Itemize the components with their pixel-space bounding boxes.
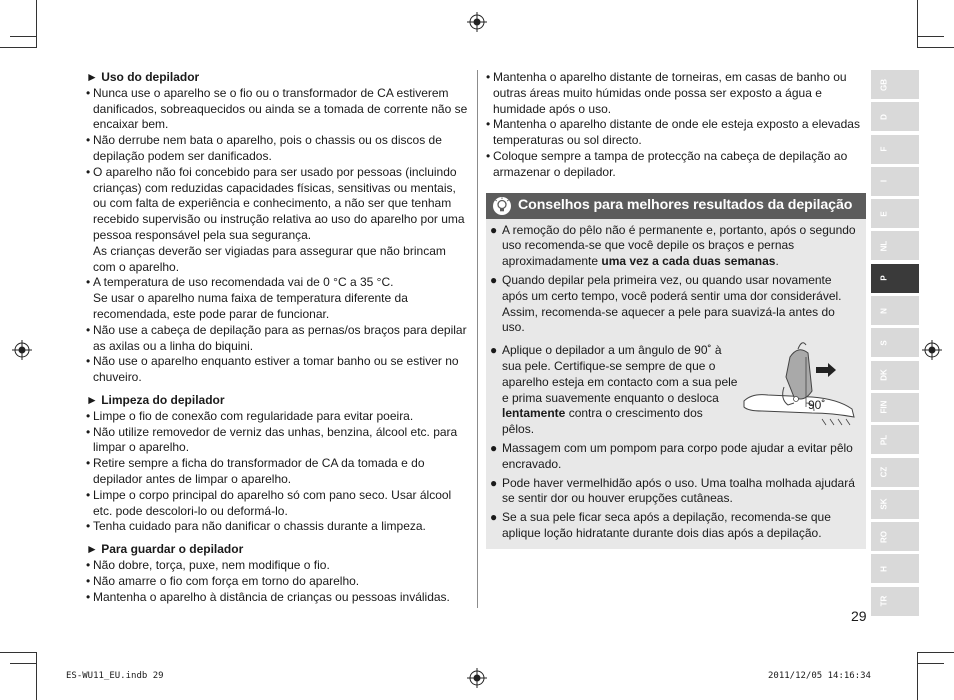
section-heading-cleaning: ► Limpeza do depilador xyxy=(86,392,225,407)
crop-mark xyxy=(918,36,944,37)
list-item: • Mantenha o aparelho distante de onde ele esteja exposto a elevadas temperaturas ou sol directo. xyxy=(486,117,860,148)
tab-h[interactable]: H xyxy=(871,554,919,583)
crop-mark xyxy=(918,652,954,653)
tab-tr[interactable]: TR xyxy=(871,587,919,616)
crop-mark xyxy=(0,47,36,48)
tab-ro[interactable]: RO xyxy=(871,522,919,551)
language-tabs xyxy=(871,70,919,619)
footer-file: ES-WU11_EU.indb 29 xyxy=(66,671,164,681)
tab-nl[interactable]: NL xyxy=(871,231,919,260)
epilator-angle-illustration xyxy=(742,337,860,427)
section-heading-storage: ► Para guardar o depilador xyxy=(86,542,244,557)
tab-cz[interactable]: CZ xyxy=(871,458,919,487)
crop-mark xyxy=(10,36,36,37)
list-item: • Não dobre, torça, puxe, nem modifique o fio. xyxy=(86,557,330,572)
tab-i[interactable]: I xyxy=(871,167,919,196)
crop-mark xyxy=(918,663,944,664)
tip-item: ● Se a sua pele ficar seca após a depilação, recomenda-se que aplique loção hidratante durante dois dias após a depilação. xyxy=(490,510,831,540)
registration-mark-icon xyxy=(467,12,487,32)
registration-mark-icon xyxy=(922,340,942,360)
tips-body xyxy=(486,219,866,549)
tab-p[interactable]: P xyxy=(871,264,919,293)
tips-header xyxy=(486,193,866,219)
registration-mark-icon xyxy=(12,340,32,360)
tab-s[interactable]: S xyxy=(871,328,919,357)
angle-label: 90˚ xyxy=(808,398,826,413)
section-heading-use: ► Uso do depilador xyxy=(86,70,200,84)
tip-item: ● Quando depilar pela primeira vez, ou quando usar novamente após um certo tempo, você poderá sentir uma dor considerável. Assim, recomenda-se aquecer a pele para suavizá-la antes do uso. xyxy=(490,272,842,335)
list-item: • A temperatura de uso recomendada vai de 0 °C a 35 °C. xyxy=(86,275,394,290)
list-item: • Retire sempre a ficha do transformador de CA da tomada e do depilador antes de limpar o aparelho. xyxy=(86,456,425,486)
tab-pl[interactable]: PL xyxy=(871,425,919,454)
list-item: • Tenha cuidado para não danificar o chassis durante a limpeza. xyxy=(86,519,426,534)
left-column xyxy=(86,70,468,605)
tip-item: ● Pode haver vermelhidão após o uso. Uma toalha molhada ajudará se sentir dor ou houver erupções cutâneas. xyxy=(490,475,855,506)
tab-gb[interactable]: GB xyxy=(871,70,919,99)
footer-date: 2011/12/05 14:16:34 xyxy=(768,671,871,681)
list-item: • Não utilize removedor de verniz das unhas, benzina, álcool etc. para limpar o aparelho. xyxy=(86,424,458,455)
tab-fin[interactable]: FIN xyxy=(871,393,919,422)
tab-e[interactable]: E xyxy=(871,199,919,228)
list-item: • Não use o aparelho enquanto estiver a tomar banho ou se estiver no chuveiro. xyxy=(86,354,459,385)
list-item: • Nunca use o aparelho se o fio ou o transformador de CA estiverem danificados, sobreaquecidos ou ainda se a tomada de corrente não se encaixar bem. xyxy=(86,85,468,132)
crop-mark xyxy=(36,0,37,48)
page-number: 29 xyxy=(851,608,867,624)
tab-f[interactable]: F xyxy=(871,135,919,164)
lightbulb-icon xyxy=(492,196,512,216)
tips-title: Conselhos para melhores resultados da depilação xyxy=(518,196,853,213)
crop-mark xyxy=(918,47,954,48)
list-item: • Mantenha o aparelho distante de torneiras, em casas de banho ou outras áreas muito húmidas onde possa ser exposto a água e humidade após o uso. xyxy=(486,70,847,116)
tip-item: ● A remoção do pêlo não é permanente e, portanto, após o segundo uso recomenda-se que você depile os braços e pernas aproximadamente uma vez a cada duas semanas. xyxy=(490,222,856,269)
tab-d[interactable]: D xyxy=(871,102,919,131)
list-item-note: As crianças deverão ser vigiadas para assegurar que não brincam com o aparelho. xyxy=(93,243,446,274)
list-item: • Não derrube nem bata o aparelho, pois o chassis ou os discos de depilação podem ser danificados. xyxy=(86,133,442,163)
registration-mark-icon xyxy=(467,668,487,688)
tab-sk[interactable]: SK xyxy=(871,490,919,519)
list-item: • Limpe o corpo principal do aparelho só com pano seco. Usar álcool etc. pode descolori-lo ou deformá-lo. xyxy=(86,487,452,518)
list-item: • Limpe o fio de conexão com regularidade para evitar poeira. xyxy=(86,408,414,423)
list-item: • Não amarre o fio com força em torno do aparelho. xyxy=(86,573,360,588)
right-column xyxy=(486,70,866,549)
list-item: • O aparelho não foi concebido para ser usado por pessoas (incluindo crianças) com reduzidas capacidades físicas, sensitivas ou mentais, ou com falta de experiência e conhecimento, a não ser que tenham recebido supervisão ou instrução relativa ao uso do aparelho por uma pessoa responsável pela sua segurança. xyxy=(86,164,465,242)
tip-item: ● Massagem com um pompom para corpo pode ajudar a evitar pêlo encravado. xyxy=(490,440,853,471)
list-item-note: Se usar o aparelho numa faixa de temperatura diferente da recomendada, este pode parar de funcionar. xyxy=(93,291,408,321)
crop-mark xyxy=(10,663,36,664)
crop-mark xyxy=(917,652,918,700)
tab-dk[interactable]: DK xyxy=(871,361,919,390)
crop-mark xyxy=(36,652,37,700)
crop-mark xyxy=(917,0,918,48)
list-item: • Não use a cabeça de depilação para as pernas/os braços para depilar as axilas ou a linha do biquini. xyxy=(86,322,467,353)
tip-item-angle: ● Aplique o depilador a um ângulo de 90˚ à sua pele. Certifique-se sempre de que o aparelho esteja em contacto com a sua pele e prima suavemente enquanto o desloca lentamente contra o crescimento dos pêlos. 90˚ xyxy=(490,343,860,441)
column-divider xyxy=(477,70,478,608)
crop-mark xyxy=(0,652,36,653)
list-item: • Coloque sempre a tampa de protecção na cabeça de depilação ao armazenar o depilador. xyxy=(486,148,848,179)
list-item: • Mantenha o aparelho à distância de crianças ou pessoas inválidas. xyxy=(86,589,450,604)
tab-n[interactable]: N xyxy=(871,296,919,325)
